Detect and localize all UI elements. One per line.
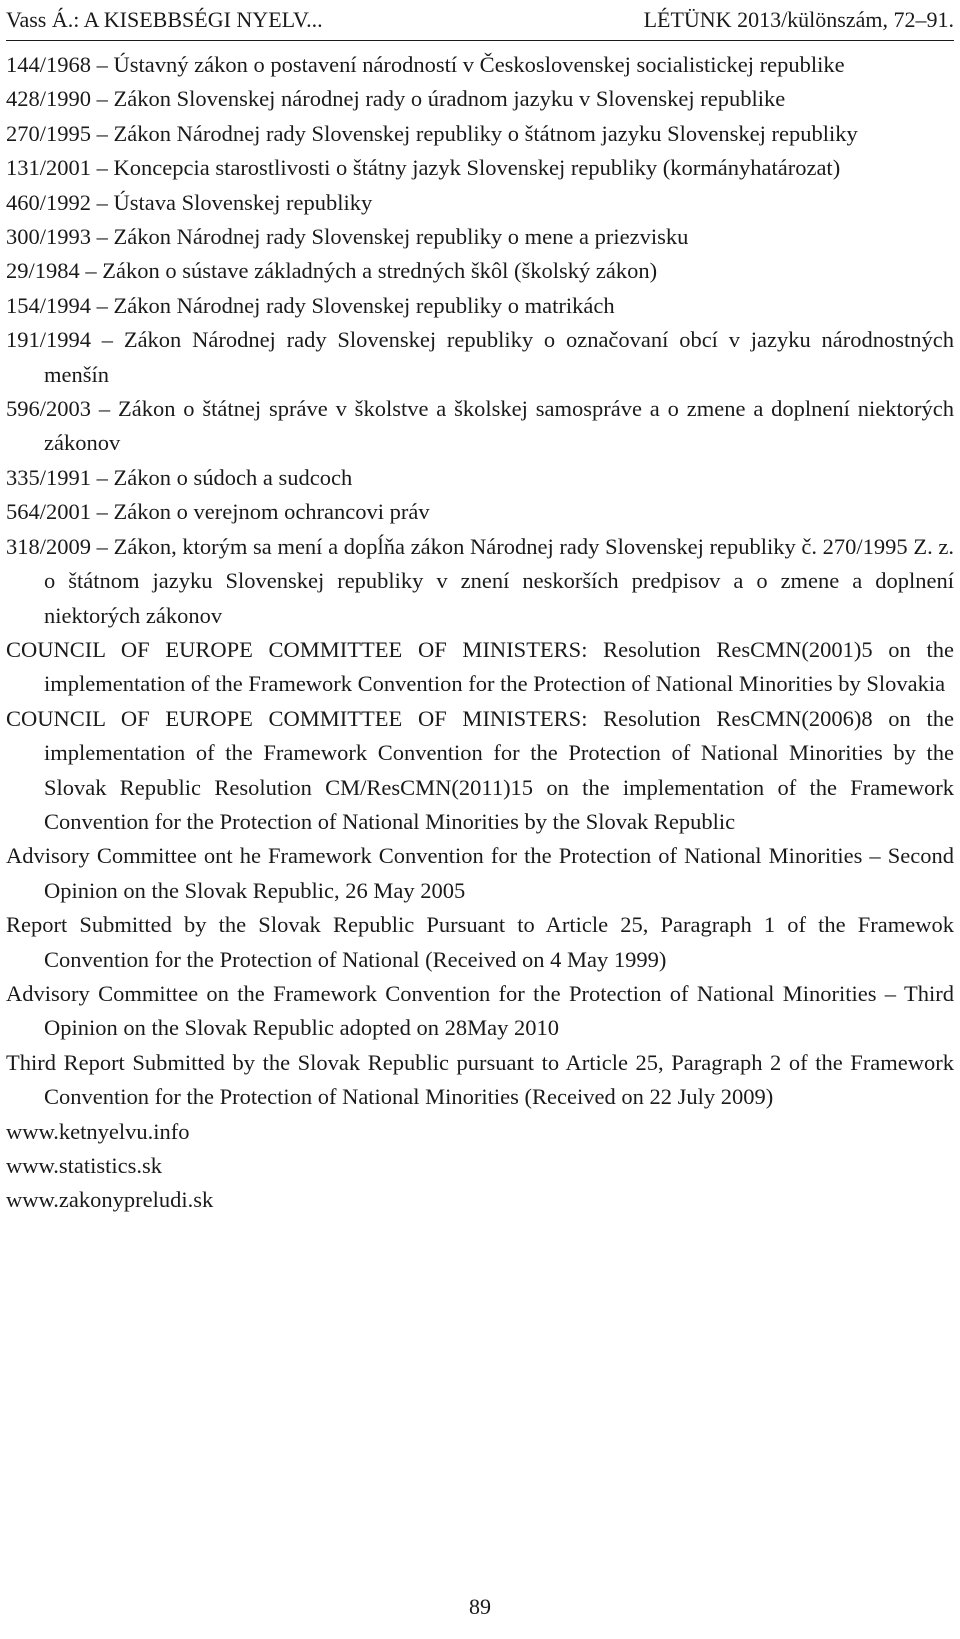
header-journal-citation: LÉTÜNK 2013/különszám, 72–91. bbox=[643, 7, 954, 32]
website-reference: www.zakonypreludi.sk bbox=[6, 1187, 214, 1213]
reference-item: 428/1990 – Zákon Slovenskej národnej rady o úradnom jazyku v Slovenskej republike bbox=[6, 86, 786, 112]
website-reference: www.ketnyelvu.info bbox=[6, 1118, 190, 1144]
reference-item: 191/1994 – Zákon Národnej rady Slovenskej republiky o označovaní obcí v jazyku národnostných menšín bbox=[6, 327, 954, 387]
running-header bbox=[6, 2, 954, 41]
reference-item: 460/1992 – Ústava Slovenskej republiky bbox=[6, 189, 373, 215]
reference-item: 144/1968 – Ústavný zákon o postavení národností v Československej socialistickej republike bbox=[6, 52, 845, 77]
page-number: 89 bbox=[469, 1594, 491, 1619]
reference-item: Advisory Committee on the Framework Convention for the Protection of National Minorities – Third Opinion on the Slovak Republic adopted on 28May 2010 bbox=[6, 980, 954, 1041]
reference-item: 564/2001 – Zákon o verejnom ochrancovi práv bbox=[6, 499, 430, 525]
reference-item: 335/1991 – Zákon o súdoch a sudcoch bbox=[6, 464, 353, 490]
reference-item: 154/1994 – Zákon Národnej rady Slovenskej republiky o matrikách bbox=[6, 292, 615, 318]
reference-item: 29/1984 – Zákon o sústave základných a stredných škôl (školský zákon) bbox=[6, 258, 658, 284]
reference-item: COUNCIL OF EUROPE COMMITTEE OF MINISTERS: Resolution ResCMN(2006)8 on the implementation of the Framework Convention for the Protection of National Minorities by the Slovak Republic Resolution CM/ResCMN(2011)15 on the implementation of the Framework Convention for the Protection of National Minorities by the Slovak Republic bbox=[6, 705, 954, 834]
reference-item: 300/1993 – Zákon Národnej rady Slovenskej republiky o mene a priezvisku bbox=[6, 224, 689, 250]
reference-item: 318/2009 – Zákon, ktorým sa mení a dopĺňa zákon Národnej rady Slovenskej republiky č. 270/1995 Z. z. o štátnom jazyku Slovenskej republiky v znení neskorších predpisov a o zmene a doplnení niektorých zákonov bbox=[6, 533, 954, 628]
reference-item: Third Report Submitted by the Slovak Republic pursuant to Article 25, Paragraph 2 of the Framework Convention for the Protection of National Minorities (Received on 22 July 2009) bbox=[6, 1049, 954, 1110]
reference-list bbox=[6, 48, 954, 1218]
header-author-title: Vass Á.: A KISEBBSÉGI NYELV... bbox=[6, 7, 323, 32]
reference-item: COUNCIL OF EUROPE COMMITTEE OF MINISTERS: Resolution ResCMN(2001)5 on the implementation of the Framework Convention for the Protection of National Minorities by Slovakia bbox=[6, 636, 954, 697]
reference-item: Advisory Committee ont he Framework Convention for the Protection of National Minorities – Second Opinion on the Slovak Republic, 26 May 2005 bbox=[6, 843, 954, 903]
reference-item: Report Submitted by the Slovak Republic Pursuant to Article 25, Paragraph 1 of the Framewok Convention for the Protection of National (Received on 4 May 1999) bbox=[6, 912, 954, 972]
website-reference: www.statistics.sk bbox=[6, 1153, 163, 1178]
reference-item: 596/2003 – Zákon o štátnej správe v školstve a školskej samospráve a o zmene a doplnení niektorých zákonov bbox=[6, 396, 954, 456]
reference-item: 270/1995 – Zákon Národnej rady Slovenskej republiky o štátnom jazyku Slovenskej republiky bbox=[6, 120, 858, 146]
reference-item: 131/2001 – Koncepcia starostlivosti o štátny jazyk Slovenskej republiky (kormányhatározat) bbox=[6, 155, 841, 181]
